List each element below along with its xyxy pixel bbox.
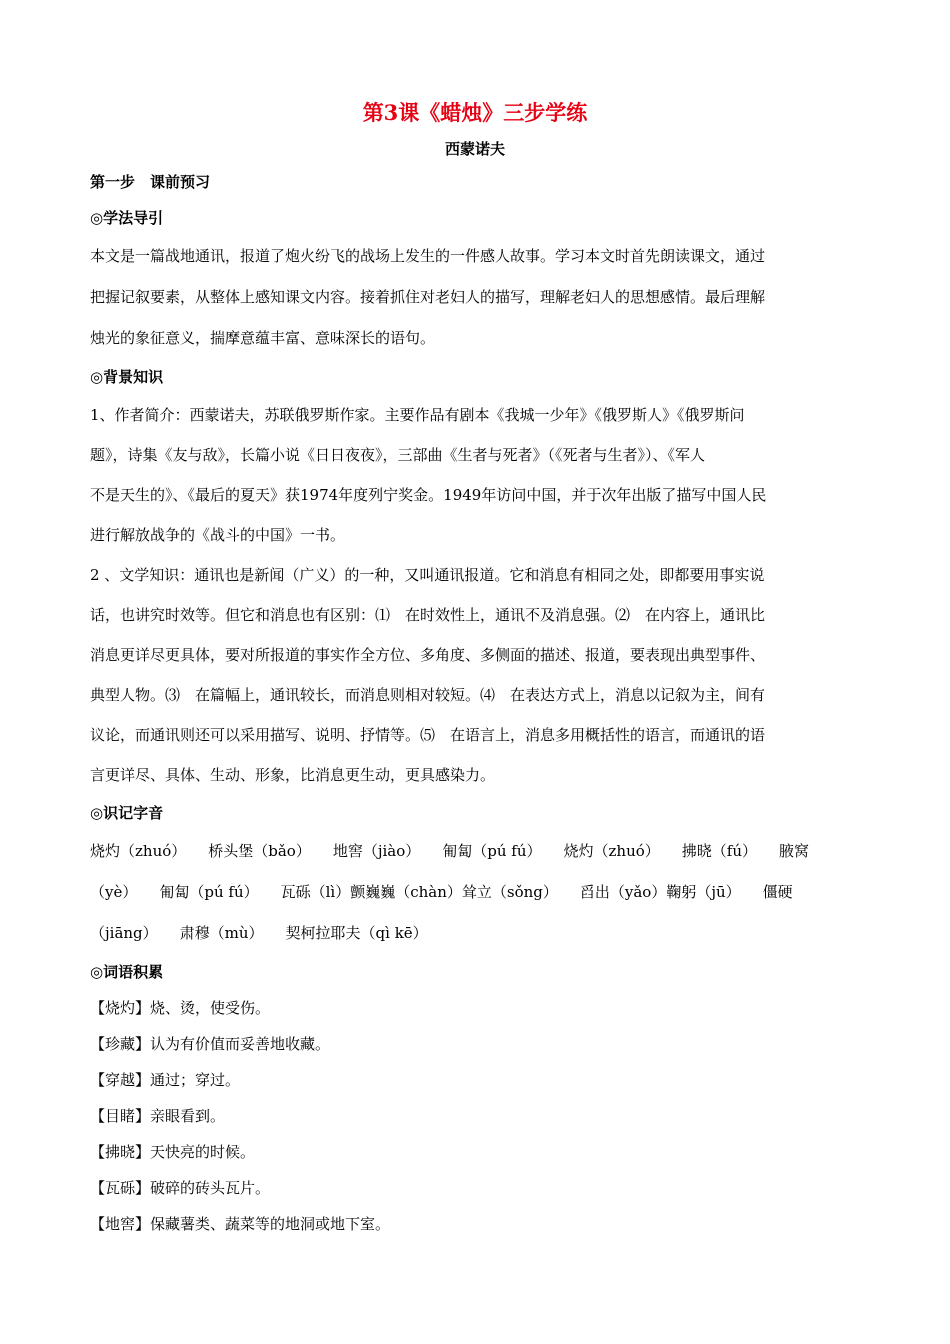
document-content bbox=[90, 92, 860, 1242]
text-line: 1、作者简介：西蒙诺夫，苏联俄罗斯作家。主要作品有剧本《我城一少年》《俄罗斯人》《俄罗斯问 bbox=[90, 406, 745, 424]
step-heading: 第一步 课前预习 bbox=[90, 173, 211, 191]
pinyin-item: 匍匐（pú fú） bbox=[442, 842, 542, 860]
section-heading-background: ◎背景知识 bbox=[90, 368, 164, 386]
pinyin-item: 契柯拉耶夫（qì kē） bbox=[285, 924, 428, 942]
section-heading-guide: ◎学法导引 bbox=[90, 209, 164, 227]
pinyin-item: 烧灼（zhuó） bbox=[563, 842, 660, 860]
guide-paragraph bbox=[90, 236, 860, 359]
vocab-item: 【烧灼】烧、烫，使受伤。 bbox=[90, 999, 271, 1017]
pinyin-item: 烧灼（zhuó） bbox=[90, 842, 187, 860]
text-line: 2 、文学知识：通讯也是新闻（广义）的一种，又叫通讯报道。它和消息有相同之处，即都要用事实说 bbox=[90, 566, 765, 584]
vocab-item: 【地窖】保藏薯类、蔬菜等的地洞或地下室。 bbox=[90, 1215, 391, 1233]
pinyin-row bbox=[90, 913, 860, 954]
pinyin-item: 僵硬 bbox=[762, 883, 793, 901]
text-line: 进行解放战争的《战斗的中国》一书。 bbox=[90, 526, 346, 544]
background-paragraph bbox=[90, 395, 860, 795]
vocab-item: 【瓦砾】破碎的砖头瓦片。 bbox=[90, 1179, 271, 1197]
page-title: 第3课《蜡烛》三步学练 bbox=[362, 100, 588, 125]
pinyin-item: （yè） bbox=[90, 883, 138, 901]
vocabulary-list bbox=[90, 990, 860, 1242]
pinyin-item: 舀出（yǎo）鞠躬（jū） bbox=[579, 883, 741, 901]
text-line: 把握记叙要素，从整体上感知课文内容。接着抓住对老妇人的描写，理解老妇人的思想感情。最后理解 bbox=[90, 288, 766, 306]
pronunciation-list bbox=[90, 831, 860, 954]
vocab-item: 【目睹】亲眼看到。 bbox=[90, 1107, 226, 1125]
pinyin-item: 地窖（jiào） bbox=[332, 842, 421, 860]
pinyin-item: （jiāng） bbox=[90, 924, 158, 942]
pinyin-item: 肃穆（mù） bbox=[179, 924, 264, 942]
text-line: 典型人物。⑶ 在篇幅上，通讯较长，而消息则相对较短。⑷ 在表达方式上，消息以记叙为主，间有 bbox=[90, 686, 766, 704]
pinyin-item: 拂晓（fú） bbox=[681, 842, 758, 860]
vocab-item: 【穿越】通过；穿过。 bbox=[90, 1071, 241, 1089]
section-heading-vocabulary: ◎词语积累 bbox=[90, 963, 164, 981]
text-line: 话，也讲究时效等。但它和消息也有区别：⑴ 在时效性上，通讯不及消息强。⑵ 在内容上，通讯比 bbox=[90, 606, 766, 624]
text-line: 烛光的象征意义，揣摩意蕴丰富、意味深长的语句。 bbox=[90, 329, 436, 347]
text-line: 议论，而通讯则还可以采用描写、说明、抒情等。⑸ 在语言上，消息多用概括性的语言，而通讯的语 bbox=[90, 726, 766, 744]
pinyin-item: 腋窝 bbox=[779, 842, 810, 860]
pinyin-item: 桥头堡（bǎo） bbox=[208, 842, 311, 860]
text-line: 题》，诗集《友与敌》，长篇小说《日日夜夜》，三部曲《生者与死者》（《死者与生者》）、《军人 bbox=[90, 446, 706, 464]
text-line: 言更详尽、具体、生动、形象，比消息更生动，更具感染力。 bbox=[90, 766, 496, 784]
pinyin-item: 瓦砾（lì）颤巍巍（chàn）耸立（sǒng） bbox=[280, 883, 558, 901]
pinyin-item: 匍匐（pú fú） bbox=[159, 883, 259, 901]
pinyin-row bbox=[90, 872, 860, 913]
text-line: 不是天生的》、《最后的夏天》获1974年度列宁奖金。1949年访问中国，并于次年出版了描写中国人民 bbox=[90, 486, 767, 504]
text-line: 本文是一篇战地通讯，报道了炮火纷飞的战场上发生的一件感人故事。学习本文时首先朗读课文，通过 bbox=[90, 247, 766, 265]
text-line: 消息更详尽更具体，要对所报道的事实作全方位、多角度、多侧面的描述、报道，要表现出典型事件、 bbox=[90, 646, 766, 664]
vocab-item: 【珍藏】认为有价值而妥善地收藏。 bbox=[90, 1035, 331, 1053]
section-heading-pronunciation: ◎识记字音 bbox=[90, 804, 164, 822]
author-name: 西蒙诺夫 bbox=[444, 140, 505, 158]
pinyin-row bbox=[90, 831, 860, 872]
vocab-item: 【拂晓】天快亮的时候。 bbox=[90, 1143, 256, 1161]
